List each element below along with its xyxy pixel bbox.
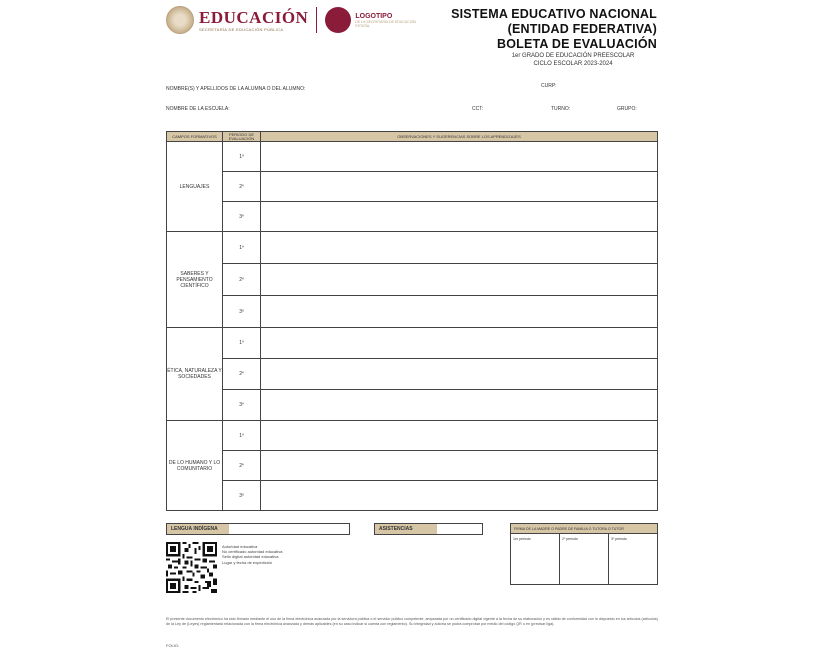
observation-field[interactable] [261, 359, 657, 390]
qr-info-block [222, 544, 282, 565]
cycle-label: CICLO ESCOLAR 2023-2024 [533, 61, 613, 67]
periodo-cell: 1º [223, 142, 261, 172]
campo-etica: ÉTICA, NATURALEZA Y SOCIEDADES [167, 328, 223, 421]
asistencias-field[interactable] [374, 523, 483, 535]
observation-field[interactable] [261, 142, 657, 172]
logo-subtitle: DE LA SECRETARÍA DE EDUCACIÓN ESTATAL [355, 19, 416, 28]
qr-info-line: Lugar y fecha de expedición [222, 559, 273, 565]
curp-label: CURP: [541, 83, 557, 89]
asistencias-label: ASISTENCIAS [375, 524, 437, 534]
student-name-label: NOMBRE(S) Y APELLIDOS DE LA ALUMNA O DEL ALUMNO: [166, 86, 306, 92]
qr-info-line: No certificado autoridad educativa [222, 549, 283, 555]
campo-saberes: SABERES Y PENSAMIENTO CIENTÍFICO [167, 232, 223, 328]
observation-field[interactable] [261, 421, 657, 451]
observation-field[interactable] [261, 390, 657, 421]
periodo-cell: 1º [223, 421, 261, 451]
national-seal-icon [166, 6, 194, 34]
periodo-cell: 2º [223, 451, 261, 481]
observation-field[interactable] [261, 296, 657, 328]
header-periodo: PERIODO DE EVALUACIÓN [223, 132, 261, 142]
observation-field[interactable] [261, 172, 657, 202]
title-line-3: BOLETA DE EVALUACIÓN [496, 37, 657, 51]
logo-title: LOGOTIPO [355, 12, 393, 20]
periodo-cell: 1º [223, 328, 261, 359]
grade-label: 1er GRADO DE EDUCACIÓN PREESCOLAR [511, 53, 635, 59]
periodo-cell: 3º [223, 481, 261, 510]
logo-divider [316, 7, 317, 33]
signature-header: FIRMA DE LA MADRE O PADRE DE FAMILIA O TUTORA O TUTOR [511, 524, 657, 534]
turno-label: TURNO: [551, 106, 571, 112]
grupo-label: GRUPO: [617, 106, 637, 112]
header-observaciones: OBSERVACIONES Y SUGERENCIAS SOBRE LOS APRENDIZAJES [261, 132, 657, 142]
lengua-indigena-label: LENGUA INDÍGENA [167, 524, 229, 534]
cct-label: CCT: [472, 106, 484, 112]
observation-field[interactable] [261, 264, 657, 296]
lengua-indigena-field[interactable] [166, 523, 350, 535]
education-brand [199, 9, 308, 32]
periodo-cell: 2º [223, 172, 261, 202]
qr-info-line: Autoridad educativa [222, 544, 258, 549]
document-title-block [451, 7, 657, 68]
periodo-cell: 2º [223, 264, 261, 296]
periodo-cell: 3º [223, 296, 261, 328]
observation-field[interactable] [261, 481, 657, 510]
signature-period-2[interactable]: 2º periodo [560, 534, 609, 584]
title-line-2: (ENTIDAD FEDERATIVA) [507, 22, 657, 36]
periodo-cell: 2º [223, 359, 261, 390]
qr-code-icon [166, 542, 217, 593]
folio-label: FOLIO: [166, 643, 180, 648]
legal-notice: El presente documento electrónico ha sido firmado mediante el uso de la firma electrónica avanzada por la servidora pública o el servidor público competente, amparada por un certificado digital vigente a la fecha de su elaboración y es válido de conformidad con lo dispuesto en los artículos (artículos) de la Ley de (Leyes) reglamentaria relacionada con la firma electrónica avanzada y demás aplicables (en su caso indicar si cuenta con reglamento). Su integridad y autoría se podrá comprobar por medio del código QR o en (precisar liga). [166, 617, 658, 626]
periodo-cell: 3º [223, 202, 261, 232]
header-logos [166, 6, 419, 34]
header-campos: CAMPOS FORMATIVOS [167, 132, 223, 142]
observation-field[interactable] [261, 451, 657, 481]
signature-box [510, 523, 658, 585]
title-line-1: SISTEMA EDUCATIVO NACIONAL [451, 7, 657, 21]
campo-humano: DE LO HUMANO Y LO COMUNITARIO [167, 421, 223, 510]
evaluation-table [166, 131, 658, 511]
observation-field[interactable] [261, 202, 657, 232]
periodo-cell: 1º [223, 232, 261, 264]
periodo-cell: 3º [223, 390, 261, 421]
education-subtitle: SECRETARÍA DE EDUCACIÓN PÚBLICA [199, 26, 284, 32]
state-logo-icon [325, 7, 351, 33]
education-title: EDUCACIÓN [199, 7, 309, 27]
campo-lenguajes: LENGUAJES [167, 142, 223, 232]
signature-period-1[interactable]: 1er periodo [511, 534, 560, 584]
observation-field[interactable] [261, 232, 657, 264]
signature-period-3[interactable]: 3º periodo [611, 537, 627, 541]
school-name-label: NOMBRE DE LA ESCUELA: [166, 106, 230, 112]
observation-field[interactable] [261, 328, 657, 359]
state-logo-text [355, 13, 419, 28]
qr-info-line: Sello digital autoridad educativa [222, 554, 279, 560]
